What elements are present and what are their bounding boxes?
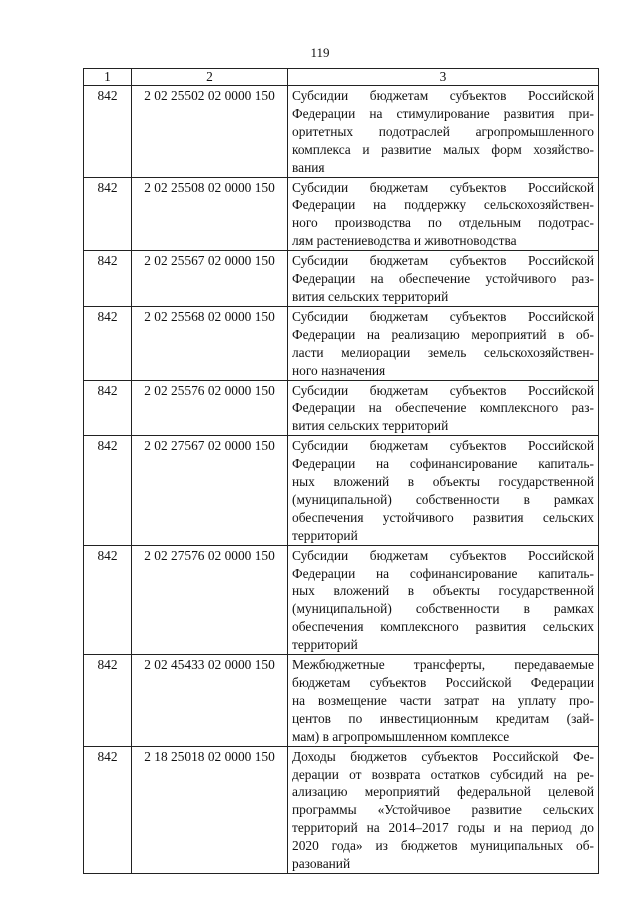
- description-line: Федерации на софинансирование капиталь-: [292, 456, 594, 472]
- page-number: 119: [310, 45, 330, 60]
- table-row: [84, 251, 599, 307]
- description-line: ласти мелиорации земель сельскохозяйствен-: [292, 344, 594, 360]
- description-line: вития сельских территорий: [292, 418, 449, 434]
- admin-code-cell: 842: [84, 655, 132, 747]
- description-line: Субсидии бюджетам субъектов Российской: [292, 308, 594, 324]
- description-line: дерации от возврата остатков субсидий на ре-: [292, 766, 594, 782]
- description-line: Федерации на обеспечение устойчивого раз-: [292, 271, 594, 287]
- description-line: Федерации на стимулирование развития при-: [292, 105, 594, 121]
- description-line: Субсидии бюджетам субъектов Российской: [292, 382, 594, 398]
- description-line: разований: [292, 856, 351, 872]
- description-line: лям растениеводства и животноводства: [292, 233, 517, 249]
- description-line: территорий: [292, 637, 358, 653]
- admin-code-cell: 842: [84, 436, 132, 545]
- revenue-code-cell: 2 02 45433 02 0000 150: [132, 655, 288, 747]
- revenue-code-cell: 2 02 27567 02 0000 150: [132, 436, 288, 545]
- table-row: [84, 545, 599, 654]
- admin-code-cell: 842: [84, 380, 132, 436]
- description-cell: [288, 436, 599, 545]
- description-line: ных вложений в объекты государственной: [292, 583, 594, 599]
- description-line: Федерации на софинансирование капиталь-: [292, 565, 594, 581]
- description-cell: [288, 746, 599, 873]
- revenue-code-cell: 2 02 25502 02 0000 150: [132, 86, 288, 178]
- description-line: программы «Устойчивое развитие сельских: [292, 802, 594, 818]
- description-line: комплекса и развитие малых форм хозяйство-: [292, 141, 594, 157]
- admin-code-cell: 842: [84, 177, 132, 251]
- admin-code-cell: 842: [84, 545, 132, 654]
- description-cell: [288, 251, 599, 307]
- description-line: Субсидии бюджетам субъектов Российской: [292, 253, 594, 269]
- description-line: Федерации на реализацию мероприятий в об-: [292, 326, 594, 342]
- admin-code-cell: 842: [84, 306, 132, 380]
- description-line: (муниципальной) собственности в рамках: [292, 601, 594, 617]
- table-row: [84, 436, 599, 545]
- description-cell: [288, 380, 599, 436]
- description-line: территорий: [292, 527, 358, 543]
- description-cell: [288, 306, 599, 380]
- description-line: вития сельских территорий: [292, 288, 449, 304]
- description-line: Субсидии бюджетам субъектов Российской: [292, 438, 594, 454]
- description-line: Субсидии бюджетам субъектов Российской: [292, 179, 594, 195]
- description-line: мам) в агропромышленном комплексе: [292, 728, 510, 744]
- description-line: Федерации на поддержку сельскохозяйствен-: [292, 197, 594, 213]
- description-line: ных вложений в объекты государственной: [292, 474, 594, 490]
- description-line: вания: [292, 159, 325, 175]
- description-line: (муниципальной) собственности в рамках: [292, 491, 594, 507]
- header-col-3: 3: [288, 69, 599, 86]
- table-row: [84, 655, 599, 747]
- revenue-code-cell: 2 02 25576 02 0000 150: [132, 380, 288, 436]
- description-line: бюджетам субъектов Российской Федерации: [292, 675, 594, 690]
- description-line: территорий на 2014–2017 годы и на период до: [292, 820, 594, 836]
- description-line: Федерации на обеспечение комплексного раз-: [292, 400, 594, 416]
- revenue-code-cell: 2 02 25568 02 0000 150: [132, 306, 288, 380]
- table-body: [84, 69, 599, 874]
- description-line: Субсидии бюджетам субъектов Российской: [292, 88, 594, 103]
- description-line: центов по инвестиционным кредитам (зай-: [292, 710, 594, 726]
- revenue-code-cell: 2 02 25508 02 0000 150: [132, 177, 288, 251]
- description-line: Доходы бюджетов субъектов Российской Фе-: [292, 748, 594, 764]
- description-line: обеспечения комплексного развития сельских: [292, 619, 594, 635]
- revenue-codes-table: [83, 68, 599, 874]
- description-cell: [288, 655, 599, 747]
- description-line: Субсидии бюджетам субъектов Российской: [292, 547, 594, 563]
- table-row: [84, 86, 599, 178]
- description-line: обеспечения устойчивого развития сельских: [292, 509, 594, 525]
- revenue-code-cell: 2 18 25018 02 0000 150: [132, 746, 288, 873]
- table-row: [84, 306, 599, 380]
- description-line: на возмещение части затрат на уплату про-: [292, 692, 594, 708]
- revenue-code-cell: 2 02 25567 02 0000 150: [132, 251, 288, 307]
- description-cell: [288, 177, 599, 251]
- description-line: Межбюджетные трансферты, передаваемые: [292, 657, 594, 673]
- description-line: ализацию мероприятий федеральной целевой: [292, 784, 594, 800]
- description-line: оритетных подотраслей агропромышленного: [292, 123, 594, 139]
- table-header-row: [84, 69, 599, 86]
- header-col-2: 2: [132, 69, 288, 86]
- admin-code-cell: 842: [84, 251, 132, 307]
- table-row: [84, 746, 599, 873]
- description-line: 2020 года» из бюджетов муниципальных об-: [292, 838, 594, 854]
- revenue-code-cell: 2 02 27576 02 0000 150: [132, 545, 288, 654]
- admin-code-cell: 842: [84, 86, 132, 178]
- description-cell: [288, 545, 599, 654]
- table-row: [84, 380, 599, 436]
- description-line: ного производства по отдельным подотрас-: [292, 215, 594, 231]
- admin-code-cell: 842: [84, 746, 132, 873]
- description-cell: [288, 86, 599, 178]
- header-col-1: 1: [84, 69, 132, 86]
- table-row: [84, 177, 599, 251]
- description-line: ного назначения: [292, 362, 386, 378]
